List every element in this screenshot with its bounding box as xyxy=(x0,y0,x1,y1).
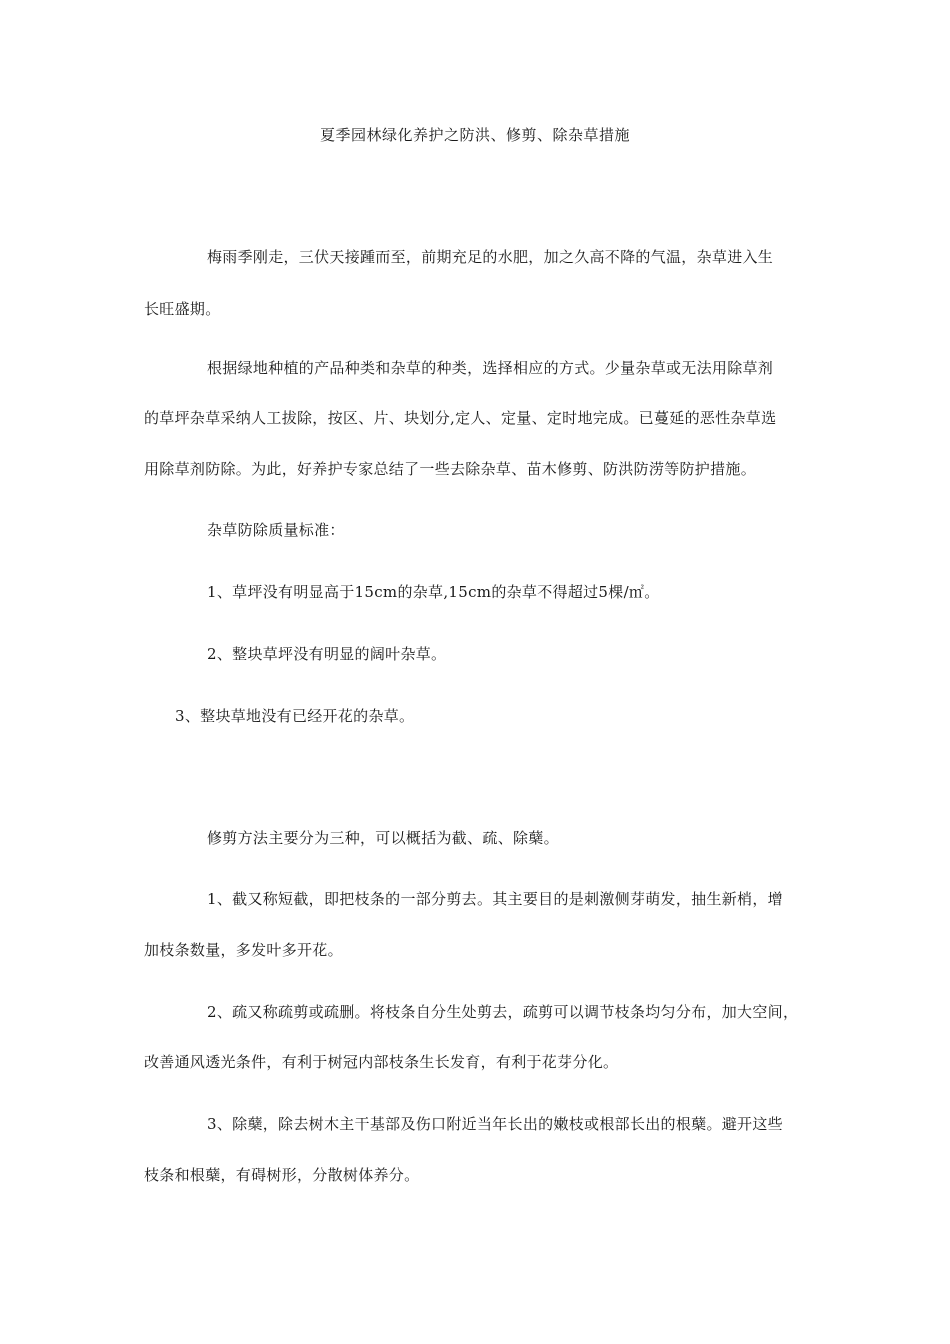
list-item: 1、截又称短截，即把枝条的一部分剪去。其主要目的是刺激侧芽萌发，抽生新梢，增 xyxy=(207,890,783,908)
list-item: 1、草坪没有明显高于15cm的杂草,15cm的杂草不得超过5棵/㎡。 xyxy=(207,583,660,601)
paragraph-line: 杂草防除质量标准： xyxy=(207,521,345,539)
paragraph-line: 修剪方法主要分为三种，可以概括为截、疏、除蘖。 xyxy=(207,829,559,847)
paragraph-line: 的草坪杂草采纳人工拔除，按区、片、块划分,定人、定量、定时地完成。已蔓延的恶性杂草选 xyxy=(144,409,777,427)
document-title: 夏季园林绿化养护之防洪、修剪、除杂草措施 xyxy=(319,126,630,144)
paragraph-line: 根据绿地种植的产品种类和杂草的种类，选择相应的方式。少量杂草或无法用除草剂 xyxy=(207,359,774,377)
paragraph-line: 改善通风透光条件，有利于树冠内部枝条生长发育，有利于花芽分化。 xyxy=(144,1053,619,1071)
list-item: 3、除蘖，除去树木主干基部及伤口附近当年长出的嫩枝或根部长出的根蘖。避开这些 xyxy=(207,1115,783,1133)
list-item: 2、整块草坪没有明显的阔叶杂草。 xyxy=(207,645,447,663)
paragraph-line: 长旺盛期。 xyxy=(144,300,221,318)
paragraph-line: 用除草剂防除。为此，好养护专家总结了一些去除杂草、苗木修剪、防洪防涝等防护措施。 xyxy=(144,460,757,478)
paragraph-line: 加枝条数量，多发叶多开花。 xyxy=(144,941,343,959)
paragraph-line: 梅雨季刚走，三伏天接踵而至，前期充足的水肥，加之久高不降的气温，杂草进入生 xyxy=(207,248,774,266)
list-item: 2、疏又称疏剪或疏删。将枝条自分生处剪去，疏剪可以调节枝条均匀分布，加大空间， xyxy=(207,1003,799,1021)
list-item: 3、整块草地没有已经开花的杂草。 xyxy=(175,707,415,725)
paragraph-line: 枝条和根蘖，有碍树形，分散树体养分。 xyxy=(144,1166,420,1184)
